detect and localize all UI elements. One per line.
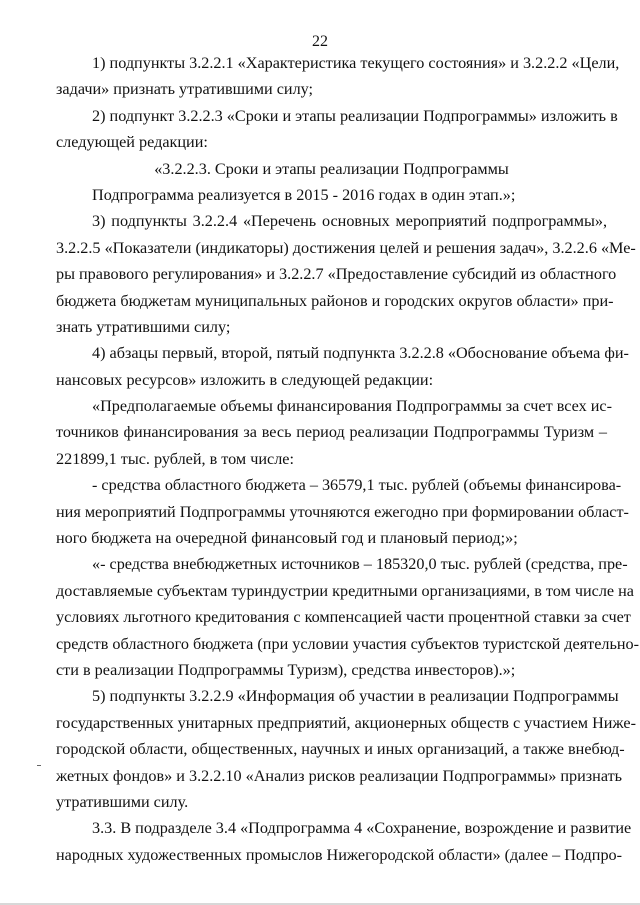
text-line: ры правового регулирования» и 3.2.2.7 «Предоставление субсидий из областного xyxy=(56,265,617,284)
text-line: 3.3. В подразделе 3.4 «Подпрограмма 4 «Сохранение, возрождение и развитие xyxy=(92,819,632,838)
text-line: 1) подпункты 3.2.2.1 «Характеристика текущего состояния» и 3.2.2.2 «Цели, xyxy=(92,54,620,72)
text-line: 5) подпункты 3.2.2.9 «Информация об участии в реализации Подпрограммы xyxy=(92,687,619,706)
text-line: государственных унитарных предприятий, акционерных обществ с участием Ниже- xyxy=(56,713,636,732)
document-body xyxy=(56,50,640,868)
text-line: средств областного бюджета (при условии участия субъектов туристской деятельно- xyxy=(56,634,640,653)
text-line: задачи» признать утратившими силу; xyxy=(56,80,314,99)
text-line: условиях льготного кредитования с компенсацией части процентной ставки за счет xyxy=(56,608,631,627)
text-line: народных художественных промыслов Нижегородской области» (далее – Подпро- xyxy=(56,845,623,864)
text-line: 3) подпункты 3.2.2.4 «Перечень основных мероприятий подпрограммы», xyxy=(92,212,607,231)
text-line: - средства областного бюджета – 36579,1 тыс. рублей (объемы финансирова- xyxy=(92,476,622,495)
text-line: доставляемые субъектам туриндустрии кредитными организациями, в том числе на xyxy=(56,581,634,600)
page-number: 22 xyxy=(312,33,328,50)
text-line: 4) абзацы первый, второй, пятый подпункта 3.2.2.8 «Обоснование объема фи- xyxy=(92,344,629,363)
scan-mark xyxy=(37,765,41,766)
text-line: утратившими силу. xyxy=(56,792,189,811)
text-line: Подпрограмма реализуется в 2015 - 2016 годах в один этап.»; xyxy=(92,185,516,204)
text-line: жетных фондов» и 3.2.2.10 «Анализ рисков реализации Подпрограммы» признать xyxy=(56,766,623,785)
text-line: точников финансирования за весь период реализации Подпрограммы Туризм – xyxy=(56,423,607,442)
text-line: 2) подпункт 3.2.2.3 «Сроки и этапы реализации Подпрограммы» изложить в xyxy=(92,106,618,125)
text-line: сти в реализации Подпрограммы Туризм), средства инвесторов).»; xyxy=(56,660,516,679)
text-line: городской области, общественных, научных и иных организаций, а также внебюд- xyxy=(56,740,625,759)
text-line: «3.2.2.3. Сроки и этапы реализации Подпрограммы xyxy=(154,159,509,178)
text-line: «- средства внебюджетных источников – 185320,0 тыс. рублей (средства, пре- xyxy=(92,555,628,574)
text-line: знать утратившими силу; xyxy=(56,317,231,336)
text-line: ния мероприятий Подпрограммы уточняются ежегодно при формировании област- xyxy=(56,502,629,521)
text-line: ного бюджета на очередной финансовый год и плановый период;»; xyxy=(56,529,518,548)
text-line: нансовых ресурсов» изложить в следующей редакции: xyxy=(56,370,434,389)
text-line: 221899,1 тыс. рублей, в том числе: xyxy=(56,449,294,468)
text-line: 3.2.2.5 «Показатели (индикаторы) достижения целей и решения задач», 3.2.2.6 «Ме- xyxy=(56,238,636,257)
text-line: бюджета бюджетам муниципальных районов и городских округов области» при- xyxy=(56,291,614,310)
text-line: следующей редакции: xyxy=(56,133,208,152)
text-line: «Предполагаемые объемы финансирования Подпрограммы за счет всех ис- xyxy=(92,397,612,416)
